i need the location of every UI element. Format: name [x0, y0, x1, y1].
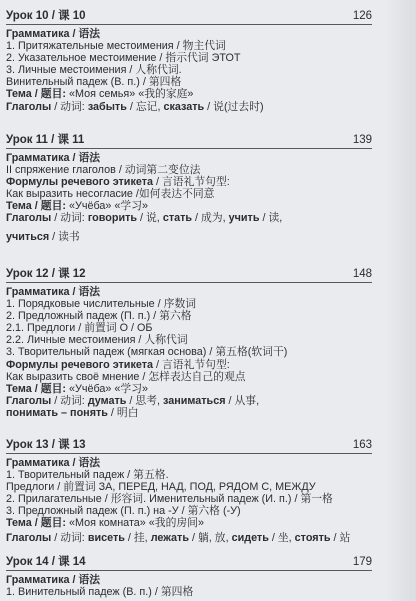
toc-bold-text: лежать — [150, 531, 189, 544]
toc-bold-text: Формулы речевого этикета — [6, 176, 153, 189]
toc-bold-text: заниматься — [163, 394, 226, 407]
toc-bold-text: Грамматика / 语法 — [6, 152, 101, 164]
toc-line — [6, 28, 372, 40]
lesson-header — [6, 439, 372, 454]
toc-bold-text: Тема / 题目: — [6, 517, 69, 530]
toc-text: 3. Предложный падеж (П. п.) на -У / 第六格 (-У) — [6, 505, 241, 518]
toc-bold-text: Глаголы — [6, 100, 52, 113]
toc-text: / 挂, — [124, 531, 151, 544]
toc-text: / 成为, — [192, 212, 229, 225]
toc-text: / 言语礼节句型: — [153, 358, 230, 371]
toc-line — [6, 101, 372, 113]
toc-line — [6, 493, 372, 505]
toc-line — [6, 40, 372, 52]
toc-line — [6, 64, 372, 76]
toc-text: 3. Творительный падеж (мягкая основа) / 第五格(软词干) — [6, 346, 288, 359]
toc-text: 1. Творительный падеж / 第五格. — [6, 469, 169, 482]
lesson-title: Урок 14 / 课 14 — [6, 556, 86, 568]
toc-line — [6, 152, 372, 164]
toc-line — [6, 481, 372, 493]
toc-bold-text: Глаголы — [6, 531, 52, 544]
toc-text: 2. Прилагательные / 形容词. Именительный падеж (И. п.) / 第一格 — [6, 493, 333, 506]
toc-line — [6, 52, 372, 64]
lesson-header — [6, 268, 372, 283]
lesson-header — [6, 556, 372, 571]
toc-line — [6, 457, 372, 469]
toc-bold-text: понимать – понять — [6, 406, 108, 419]
toc-text: 1. Притяжательные местоимения / 物主代词 — [6, 40, 226, 53]
lesson-entry — [6, 439, 372, 544]
toc-bold-text: Грамматика / 语法 — [6, 28, 101, 40]
toc-line — [6, 322, 372, 334]
toc-line — [6, 200, 372, 212]
toc-line — [6, 532, 372, 544]
toc-line — [6, 359, 372, 371]
toc-text: / 说(过去时) — [204, 100, 264, 113]
toc-bold-text: Грамматика / 语法 — [6, 574, 101, 586]
toc-line — [6, 407, 372, 419]
toc-text: / 动词: — [51, 100, 88, 113]
lesson-header — [6, 134, 372, 149]
toc-line — [6, 76, 372, 88]
toc-line — [6, 188, 372, 200]
toc-bold-text: говорить — [87, 212, 138, 225]
toc-bold-text: Тема / 题目: — [6, 200, 69, 213]
toc-text: / 坐, — [268, 531, 295, 544]
toc-bold-text: учиться — [6, 230, 50, 243]
toc-text: / 躺, 放, — [188, 531, 232, 544]
toc-text: 3. Личные местоимения / 人称代词. — [6, 64, 182, 77]
toc-bold-text: сидеть — [231, 531, 269, 544]
lesson-entry — [6, 268, 372, 419]
lesson-page-number: 139 — [352, 134, 372, 146]
toc-text: Как выразить своё мнение / 怎样表达自己的观点 — [6, 370, 246, 383]
lesson-page-number: 179 — [352, 556, 372, 568]
lesson-page-number: 126 — [352, 10, 372, 22]
toc-bold-text: Тема / 题目: — [6, 382, 69, 395]
toc-text: Предлоги / 前置词 ЗА, ПЕРЕД, НАД, ПОД, РЯДОМ С, МЕЖДУ — [6, 481, 316, 494]
toc-bold-text: забыть — [87, 100, 127, 113]
lesson-title: Урок 12 / 课 12 — [6, 268, 86, 280]
lesson-entry — [6, 556, 372, 598]
toc-bold-text: Глаголы — [6, 212, 52, 225]
toc-bold-text: учить — [228, 212, 260, 225]
toc-bold-text: Глаголы — [6, 394, 52, 407]
toc-line — [6, 469, 372, 481]
toc-text: / 动词: — [51, 212, 88, 225]
toc-bold-text: думать — [87, 394, 127, 407]
toc-line — [6, 517, 372, 529]
lesson-header — [6, 10, 372, 25]
toc-text: «Моя семья» «我的家庭» — [68, 88, 194, 101]
toc-text: 2.1. Предлоги / 前置词 О / ОБ — [6, 322, 153, 335]
facing-page-bleed — [386, 0, 416, 601]
toc-text: «Моя комната» «我的房间» — [68, 517, 204, 530]
toc-bold-text: висеть — [87, 531, 125, 544]
toc-text: / 读, — [259, 212, 283, 225]
toc-line — [6, 298, 372, 310]
toc-line — [6, 176, 372, 188]
toc-line — [6, 88, 372, 100]
toc-text: / 站 — [330, 531, 351, 544]
toc-line — [6, 212, 372, 224]
toc-text: 1. Винительный падеж (В. п.) / 第四格 — [6, 586, 194, 599]
toc-line — [6, 310, 372, 322]
toc-bold-text: Формулы речевого этикета — [6, 358, 153, 371]
toc-text: II спряжение глаголов / 动词第二变位法 — [6, 164, 201, 177]
toc-text: / 思考, — [126, 394, 164, 407]
toc-line — [6, 164, 372, 176]
lesson-page-number: 163 — [352, 439, 372, 451]
toc-text: Как выразить несогласие /如何表达不同意 — [6, 188, 215, 201]
lesson-title: Урок 13 / 课 13 — [6, 439, 86, 451]
toc-bold-text: сказать — [163, 100, 205, 113]
toc-bold-text: Тема / 题目: — [6, 88, 69, 101]
toc-text: «Учёба» «学习» — [68, 382, 149, 395]
toc-bold-text: Грамматика / 语法 — [6, 286, 101, 298]
toc-text: 1. Порядковые числительные / 序数词 — [6, 298, 197, 311]
toc-bold-text: стоять — [294, 531, 331, 544]
toc-bold-text: стать — [162, 212, 193, 225]
toc-text: / 言语礼节句型: — [153, 176, 230, 189]
toc-line — [6, 346, 372, 358]
lesson-entry — [6, 134, 372, 243]
toc-text: «Учёба» «学习» — [68, 200, 149, 213]
lesson-title: Урок 11 / 课 11 — [6, 134, 85, 146]
toc-text: / 读书 — [49, 230, 80, 243]
toc-line — [6, 586, 372, 598]
toc-line — [6, 574, 372, 586]
lesson-title: Урок 10 / 课 10 — [6, 10, 86, 22]
toc-line — [6, 334, 372, 346]
lesson-page-number: 148 — [352, 268, 372, 280]
toc-text: / 动词: — [51, 531, 88, 544]
toc-text: 2. Предложный падеж (П. п.) / 第六格 — [6, 310, 192, 323]
toc-line — [6, 286, 372, 298]
toc-text: / 动词: — [51, 394, 88, 407]
toc-text: 2. Указательное местоимение / 指示代词 ЭТОТ — [6, 52, 241, 65]
toc-line — [6, 371, 372, 383]
toc-line — [6, 505, 372, 517]
toc-text: / 从事, — [225, 394, 260, 407]
toc-text: 2.2. Личные местоимения / 人称代词 — [6, 334, 188, 347]
toc-bold-text: Грамматика / 语法 — [6, 457, 101, 469]
toc-line — [6, 383, 372, 395]
toc-text: / 忘记, — [126, 100, 164, 113]
toc-line — [6, 231, 372, 243]
toc-text: / 说, — [137, 212, 163, 225]
toc-line — [6, 395, 372, 407]
toc-text: / 明白 — [107, 406, 139, 419]
lesson-entry — [6, 10, 372, 113]
toc-text: Винительный падеж (В. п.) / 第四格 — [6, 76, 182, 89]
